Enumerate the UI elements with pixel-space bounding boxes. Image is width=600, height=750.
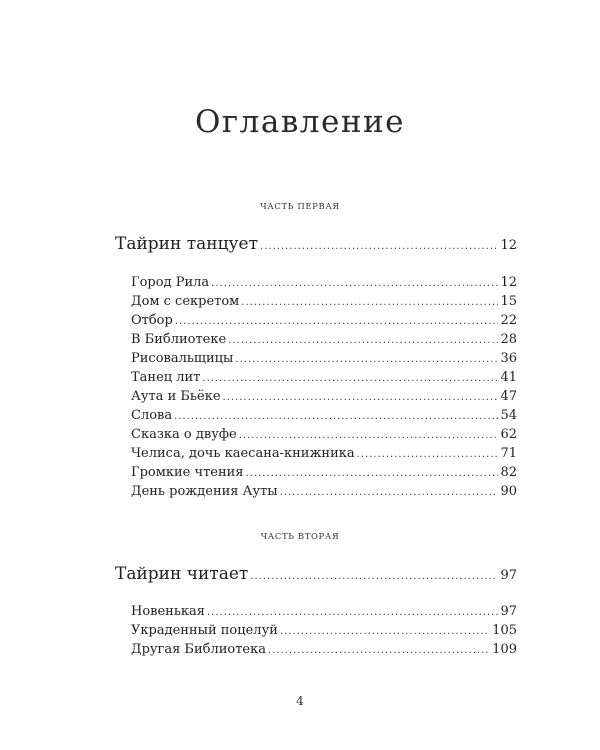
toc-entry-title: Украденный поцелуй [131,623,278,638]
toc-entry-page: 71 [500,446,517,461]
leader-dots [202,371,498,387]
leader-dots [241,295,498,311]
leader-dots [250,567,498,587]
toc-entry [131,642,517,659]
leader-dots [280,485,499,501]
toc-entry-page: 12 [500,275,517,290]
page-title: Оглавление [195,104,405,140]
toc-entry-page: 36 [500,351,517,366]
toc-entry-title: День рождения Ауты [131,484,278,499]
toc-entry-page: 90 [500,484,517,499]
toc-entry [131,332,517,349]
toc-entry-title: Дом с секретом [131,294,240,309]
toc-entry-page: 15 [500,294,517,309]
toc-entry [131,370,517,387]
toc-entry-title: Сказка о двуфе [131,427,237,442]
part-heading-page: 12 [500,238,517,253]
leader-dots [223,390,499,406]
toc-entry-title: Город Рила [131,275,210,290]
toc-entry [131,313,517,330]
part-heading-title: Тайрин читает [115,564,249,584]
toc-entry-page: 54 [500,408,517,423]
toc-entry [131,623,517,640]
toc-entry-page: 62 [500,427,517,442]
toc-entry-page: 97 [500,604,517,619]
part-heading-title: Тайрин танцует [115,234,259,254]
toc-entry-title: Рисовальщицы [131,351,234,366]
toc-entry [131,294,517,311]
toc-entry-title: Отбор [131,313,173,328]
toc-entry-page: 47 [500,389,517,404]
leader-dots [260,237,498,257]
toc-entry [131,389,517,406]
toc-entry [131,604,517,621]
toc-entry-page: 82 [500,465,517,480]
leader-dots [174,409,498,425]
toc-entry [131,351,517,368]
leader-dots [235,352,498,368]
toc-entry-title: Танец лит [131,370,201,385]
part-label: ЧАСТЬ ПЕРВАЯ [260,202,340,212]
toc-entry-title: В Библиотеке [131,332,227,347]
leader-dots [175,314,499,330]
toc-entry-title: Челиса, дочь каесана-книжника [131,446,355,461]
leader-dots [228,333,498,349]
leader-dots [280,624,490,640]
leader-dots [246,466,499,482]
part-heading-page: 97 [500,568,517,583]
part-heading [115,564,517,587]
toc-entry-page: 28 [500,332,517,347]
part-heading [115,234,517,257]
toc-entry-title: Аута и Бьёке [131,389,221,404]
leader-dots [357,447,499,463]
leader-dots [268,643,490,659]
leader-dots [211,276,498,292]
toc-entry [131,465,517,482]
toc-entry [131,446,517,463]
toc-entry-page: 41 [500,370,517,385]
leader-dots [207,605,498,621]
toc-entry [131,275,517,292]
toc-entry-title: Новенькая [131,604,205,619]
toc-entry-page: 22 [500,313,517,328]
toc-entry-page: 109 [492,642,517,657]
toc-entry [131,408,517,425]
toc-entry [131,484,517,501]
page-number: 4 [296,694,304,708]
toc-entry-title: Слова [131,408,173,423]
toc-entry-page: 105 [492,623,517,638]
leader-dots [239,428,499,444]
part-label: ЧАСТЬ ВТОРАЯ [260,532,340,542]
toc-entry-title: Громкие чтения [131,465,244,480]
toc-entry [131,427,517,444]
toc-entry-title: Другая Библиотека [131,642,266,657]
